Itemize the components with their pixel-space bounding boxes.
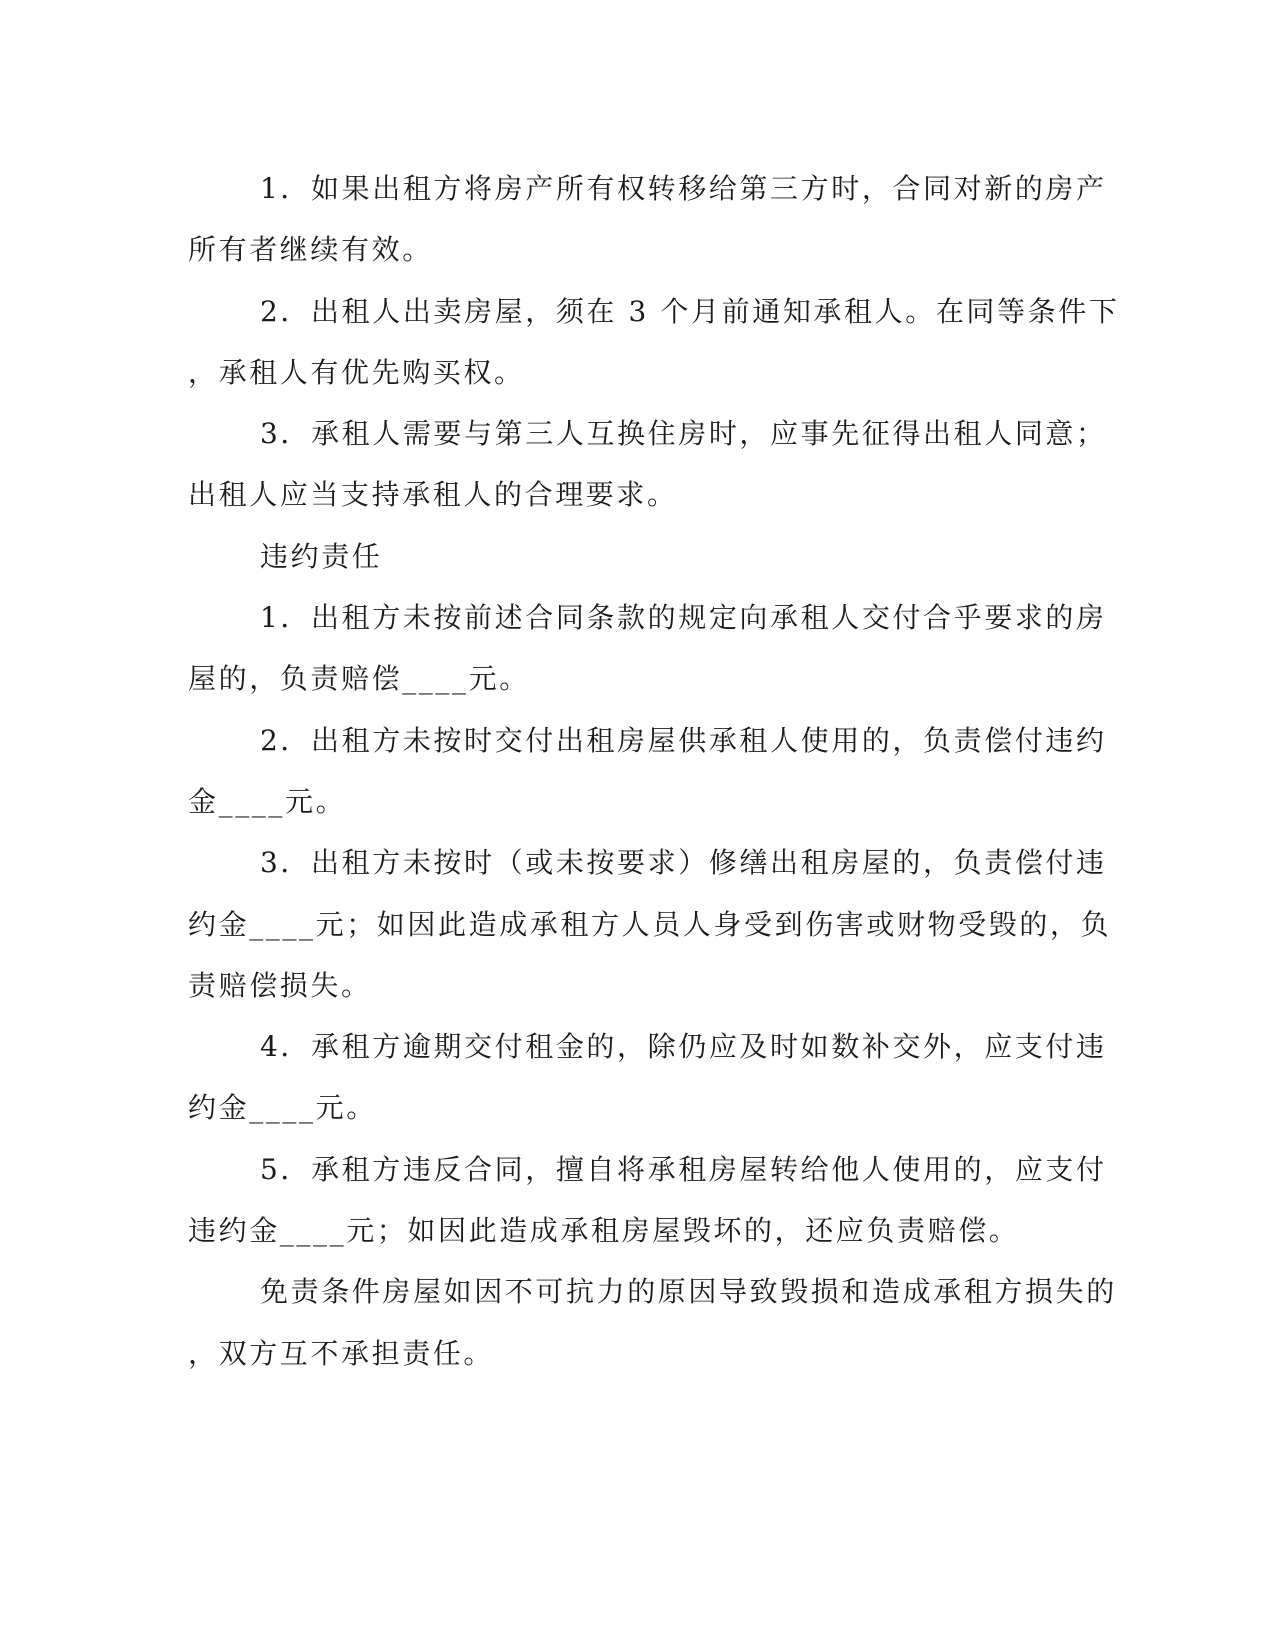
text-line-13: 约金____元；如因此造成承租方人员人身受到伤害或财物受毁的，负 xyxy=(188,907,1112,941)
text-line-6: 出租人应当支持承租人的合理要求。 xyxy=(188,478,678,512)
text-line-9: 屋的，负责赔偿____元。 xyxy=(188,662,530,696)
text-line-10: 2．出租方未按时交付出租房屋供承租人使用的，负责偿付违约 xyxy=(260,723,1107,757)
text-line-16: 约金____元。 xyxy=(188,1091,377,1125)
text-line-17: 5．承租方违反合同，擅自将承租房屋转给他人使用的，应支付 xyxy=(260,1152,1107,1186)
text-line-4: ，承租人有优先购买权。 xyxy=(188,355,525,389)
text-line-18: 违约金____元；如因此造成承租房屋毁坏的，还应负责赔偿。 xyxy=(188,1214,1020,1248)
text-line-3: 2．出租人出卖房屋，须在 3 个月前通知承租人。在同等条件下 xyxy=(260,294,1120,328)
text-line-2: 所有者继续有效。 xyxy=(188,233,433,267)
text-line-8: 1．出租方未按前述合同条款的规定向承租人交付合乎要求的房 xyxy=(260,601,1107,635)
text-line-5: 3．承租人需要与第三人互换住房时，应事先征得出租人同意； xyxy=(260,417,1107,451)
section-heading-breach-liability: 违约责任 xyxy=(260,539,383,573)
text-line-19: 免责条件房屋如因不可抗力的原因导致毁损和造成承租方损失的 xyxy=(260,1275,1117,1309)
text-line-12: 3．出租方未按时（或未按要求）修缮出租房屋的，负责偿付违 xyxy=(260,846,1107,880)
text-line-14: 责赔偿损失。 xyxy=(188,968,372,1002)
document-body xyxy=(188,158,1120,1384)
text-line-1: 1．如果出租方将房产所有权转移给第三方时，合同对新的房产 xyxy=(260,172,1107,205)
text-line-20: ，双方互不承担责任。 xyxy=(188,1336,495,1370)
text-line-15: 4．承租方逾期交付租金的，除仍应及时如数补交外，应支付违 xyxy=(260,1030,1107,1064)
text-line-11: 金____元。 xyxy=(188,784,347,818)
